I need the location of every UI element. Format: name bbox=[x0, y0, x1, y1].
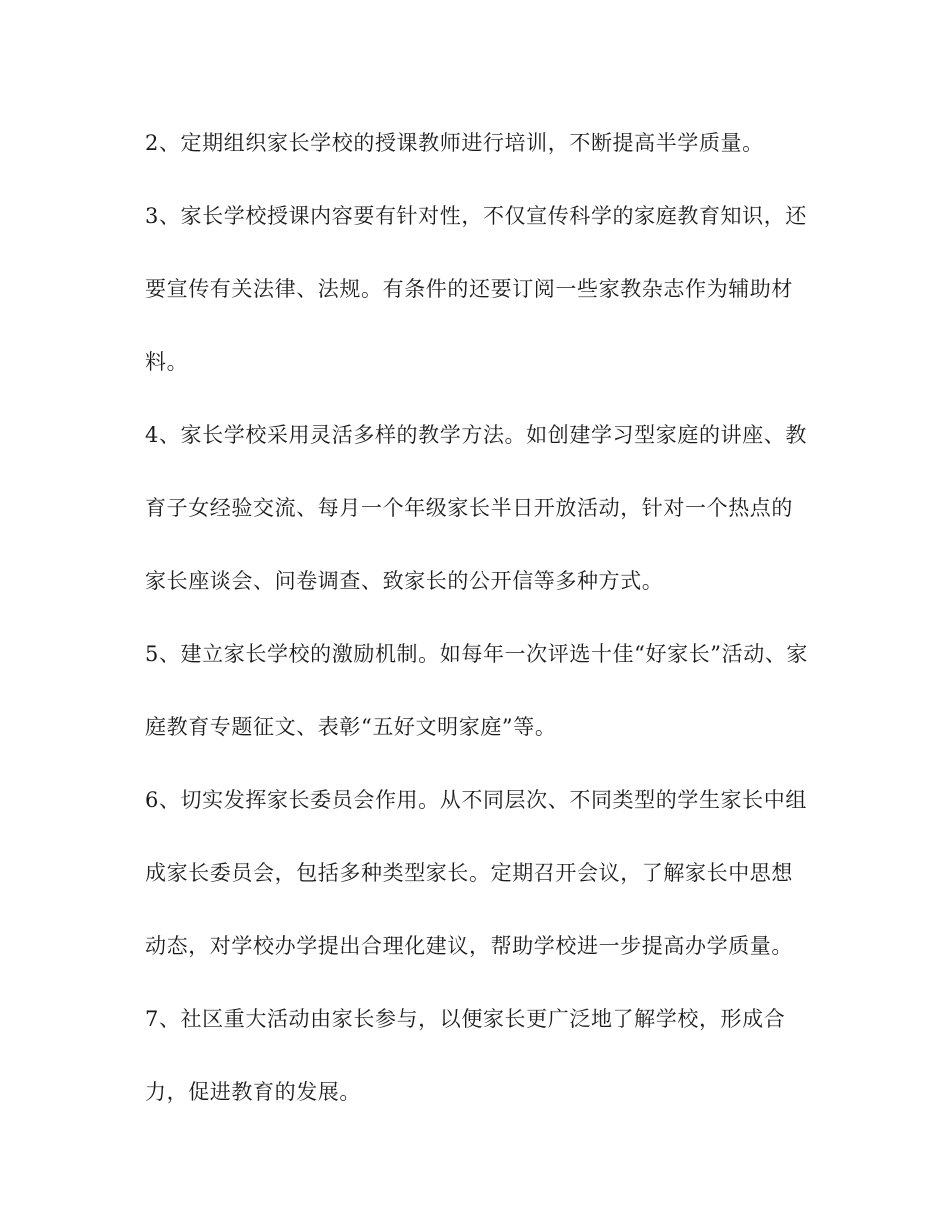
text-line: 5、建立家长学校的激励机制。如每年一次评选十佳“好家长”活动、家 bbox=[145, 642, 809, 666]
text-line: 要宣传有关法律、法规。有条件的还要订阅一些家教杂志作为辅助材 bbox=[145, 277, 793, 301]
text-line: 成家长委员会，包括多种类型家长。定期召开会议，了解家长中思想 bbox=[145, 861, 793, 885]
text-line: 3、家长学校授课内容要有针对性，不仅宣传科学的家庭教育知识，还 bbox=[145, 204, 807, 228]
text-line: 7、社区重大活动由家长参与，以便家长更广泛地了解学校，形成合 bbox=[145, 1007, 786, 1031]
text-line: 6、切实发挥家长委员会作用。从不同层次、不同类型的学生家长中组 bbox=[145, 788, 807, 812]
text-line: 动态，对学校办学提出合理化建议，帮助学校进一步提高办学质量。 bbox=[145, 934, 793, 958]
text-line: 育子女经验交流、每月一个年级家长半日开放活动，针对一个热点的 bbox=[145, 496, 793, 520]
text-line: 4、家长学校采用灵活多样的教学方法。如创建学习型家庭的讲座、教 bbox=[145, 423, 807, 447]
text-line: 料。 bbox=[145, 350, 189, 374]
text-line: 力，促进教育的发展。 bbox=[145, 1080, 361, 1104]
text-line: 家长座谈会、问卷调查、致家长的公开信等多种方式。 bbox=[145, 569, 664, 593]
text-line: 2、定期组织家长学校的授课教师进行培训，不断提高半学质量。 bbox=[145, 131, 764, 155]
text-line: 庭教育专题征文、表彰“五好文明家庭”等。 bbox=[145, 715, 557, 739]
